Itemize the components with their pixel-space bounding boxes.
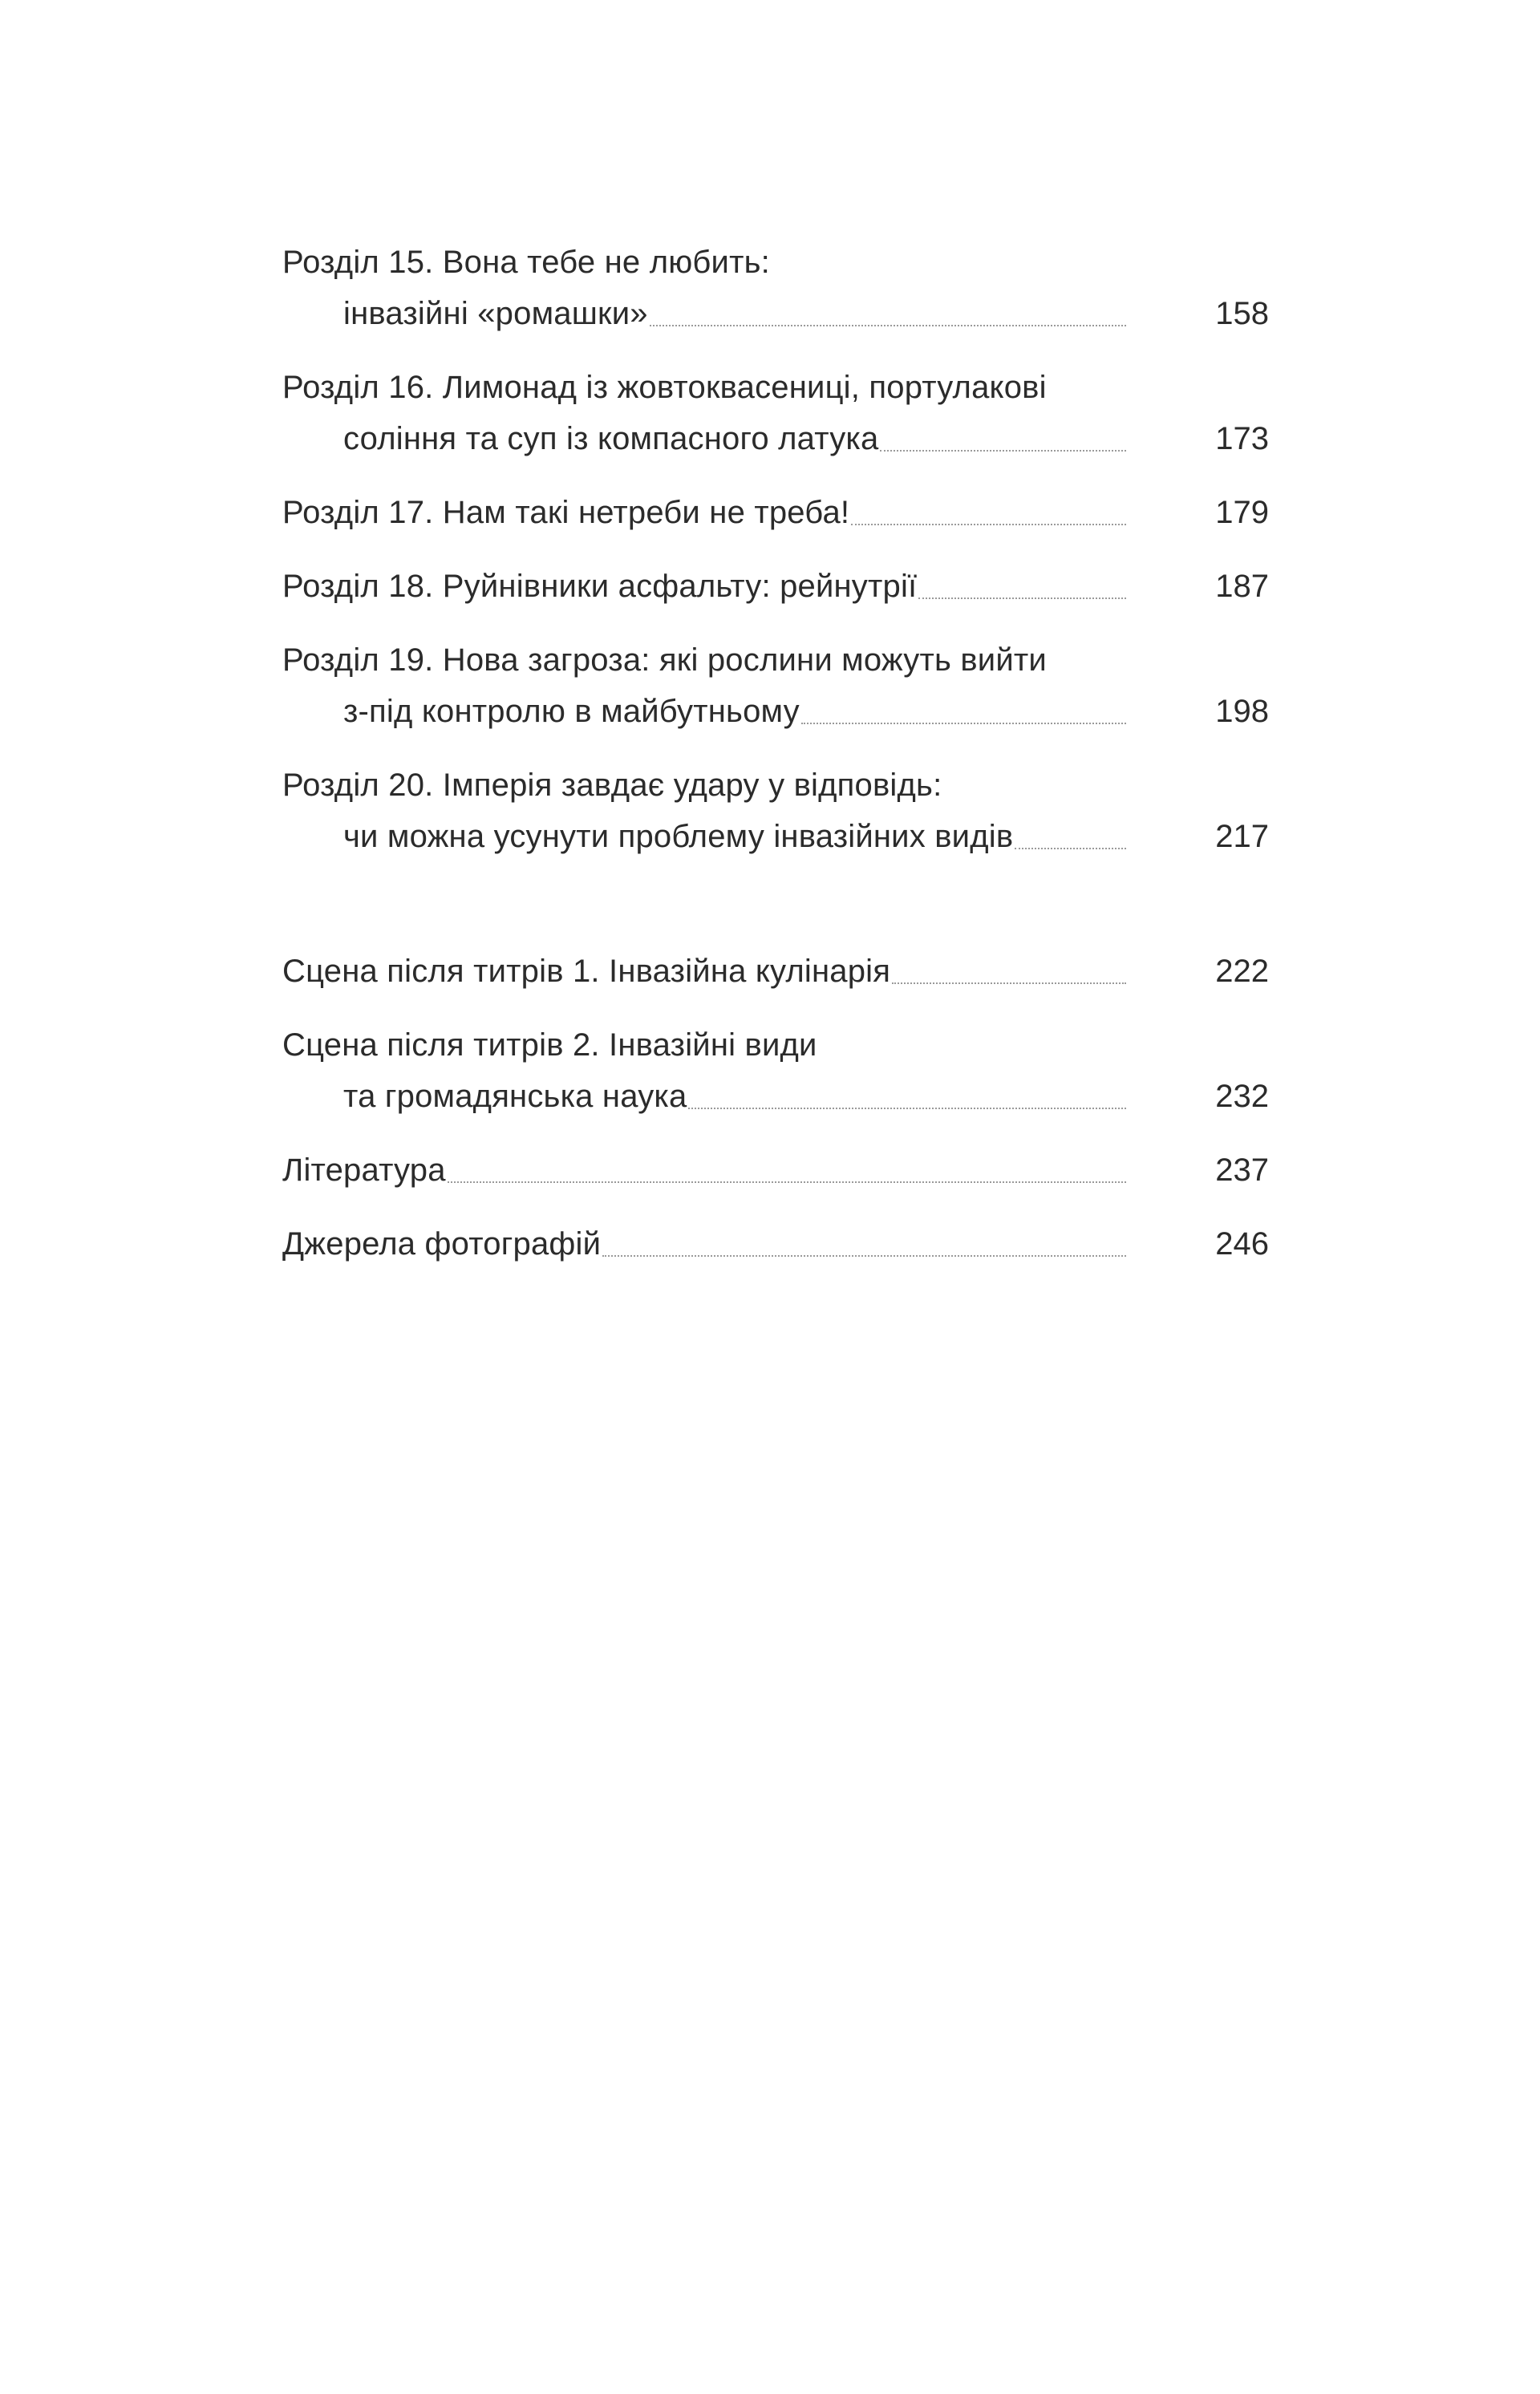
toc-entry-title-line: Розділ 17. Нам такі нетреби не треба! bbox=[282, 495, 850, 530]
table-of-contents bbox=[282, 237, 1269, 1292]
toc-entry-title-line: та громадянська наука bbox=[343, 1079, 687, 1114]
toc-entry-literature[interactable] bbox=[282, 1144, 1269, 1196]
toc-entry-chapter-17[interactable] bbox=[282, 487, 1269, 538]
toc-entry-title-line: Розділ 16. Лимонад із жовтоквасениці, портулакові bbox=[282, 370, 1047, 405]
dot-leader bbox=[602, 1255, 1126, 1257]
toc-entry-photo-sources[interactable] bbox=[282, 1218, 1269, 1270]
dot-leader bbox=[650, 325, 1126, 326]
toc-page-number: 179 bbox=[1215, 495, 1269, 530]
toc-entry-chapter-16[interactable] bbox=[282, 362, 1269, 464]
toc-entry-chapter-19[interactable] bbox=[282, 634, 1269, 737]
dot-leader bbox=[851, 524, 1126, 525]
toc-entry-title-line: Розділ 19. Нова загроза: які рослини можуть вийти bbox=[282, 642, 1047, 678]
toc-entry-chapter-18[interactable] bbox=[282, 561, 1269, 612]
toc-entry-title-line: Сцена після титрів 2. Інвазійні види bbox=[282, 1027, 817, 1063]
toc-entry-title-line: Розділ 18. Руйнівники асфальту: рейнутрії bbox=[282, 569, 918, 604]
toc-page-number: 217 bbox=[1215, 819, 1269, 854]
toc-entry-title-line: Література bbox=[282, 1152, 446, 1188]
toc-page-number: 198 bbox=[1215, 694, 1269, 729]
toc-page-number: 246 bbox=[1215, 1226, 1269, 1262]
dot-leader bbox=[801, 723, 1126, 724]
toc-entry-title-line: з-під контролю в майбутньому bbox=[343, 694, 800, 729]
dot-leader bbox=[688, 1108, 1126, 1109]
toc-entry-chapter-20[interactable] bbox=[282, 760, 1269, 862]
toc-entry-title-line: Розділ 15. Вона тебе не любить: bbox=[282, 245, 770, 280]
toc-page-number: 173 bbox=[1215, 421, 1269, 456]
toc-entry-title-line: соління та суп із компасного латука bbox=[343, 421, 879, 456]
dot-leader bbox=[892, 982, 1126, 984]
toc-page-number: 237 bbox=[1215, 1152, 1269, 1188]
dot-leader bbox=[880, 450, 1126, 452]
dot-leader bbox=[448, 1181, 1126, 1183]
toc-page-number: 222 bbox=[1215, 954, 1269, 989]
toc-entry-title-line: Розділ 20. Імперія завдає удару у відповідь: bbox=[282, 768, 942, 803]
toc-page-number: 158 bbox=[1215, 296, 1269, 331]
dot-leader bbox=[1015, 848, 1126, 849]
toc-page-number: 232 bbox=[1215, 1079, 1269, 1114]
toc-entry-title-line: Джерела фотографій bbox=[282, 1226, 602, 1262]
dot-leader bbox=[918, 597, 1126, 599]
toc-entry-title-line: чи можна усунути проблему інвазійних видів bbox=[343, 819, 1014, 854]
toc-entry-chapter-15[interactable] bbox=[282, 237, 1269, 339]
toc-entry-post-credits-1[interactable] bbox=[282, 946, 1269, 997]
toc-entry-title-line: інвазійні «ромашки» bbox=[343, 296, 648, 331]
toc-entry-post-credits-2[interactable] bbox=[282, 1019, 1269, 1122]
toc-entry-title-line: Сцена після титрів 1. Інвазійна кулінарія bbox=[282, 954, 891, 989]
toc-page-number: 187 bbox=[1215, 569, 1269, 604]
